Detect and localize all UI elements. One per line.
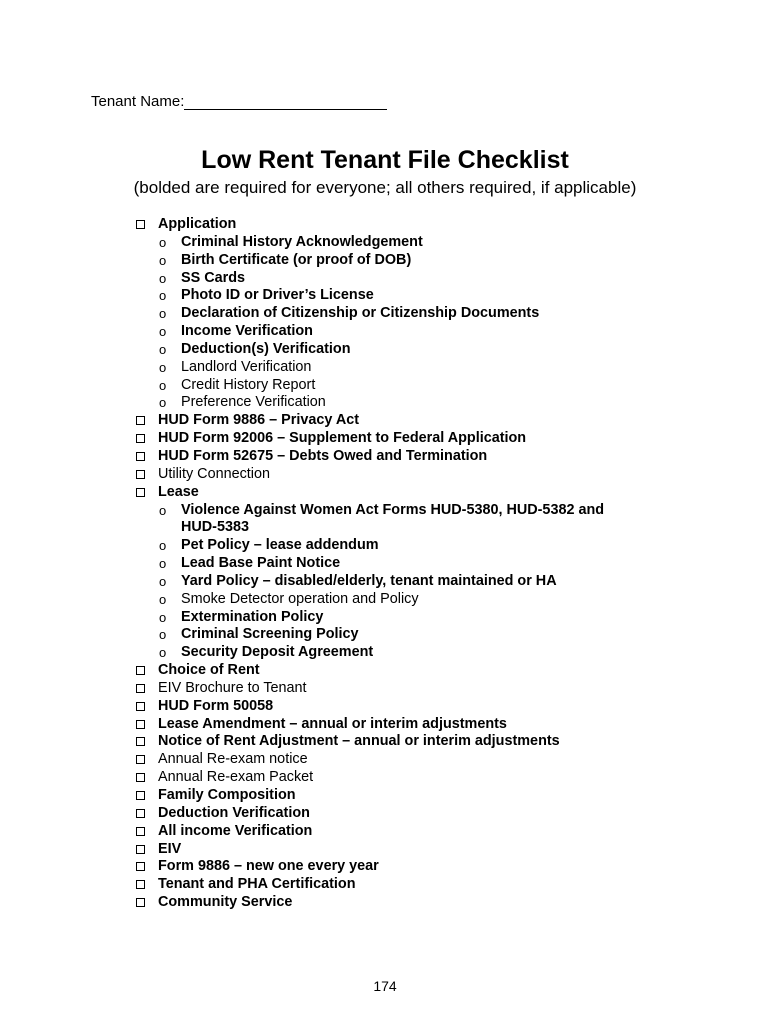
checklist-item [0,823,770,841]
checklist-item-label: Family Composition [158,787,296,803]
checklist-item-label: Utility Connection [158,465,270,482]
checklist-subitem [0,626,770,644]
checklist-subitem [0,287,770,305]
checklist-item [0,733,770,751]
checklist-subitem [0,502,770,520]
checklist-item-label: Lease [158,483,199,500]
checkbox-icon [136,845,145,854]
bullet-icon: o [159,324,167,340]
checklist-item [0,466,770,484]
checkbox-icon [136,898,145,907]
checklist-item [0,876,770,894]
checklist-item [0,858,770,876]
checklist-item-label: Credit History Report [181,376,316,393]
checklist-item-label: Tenant and PHA Certification [158,876,356,893]
bullet-icon: o [159,502,167,518]
bullet-icon: o [159,556,167,572]
checklist-item [0,484,770,502]
checklist-item [0,216,770,234]
bullet-icon: o [159,234,167,250]
checklist-item [0,680,770,698]
checklist-item-label: EIV Brochure to Tenant [158,679,307,696]
checklist-item-label: SS Cards [181,269,245,286]
bullet-icon: o [159,359,167,375]
checklist-subitem [0,359,770,377]
checklist-item-label: HUD Form 9886 – Privacy Act [158,412,360,429]
bullet-icon: o [159,306,167,322]
checklist-item [0,698,770,716]
checklist-item-label: Criminal Screening Policy [181,626,359,643]
checkbox-icon [136,416,145,425]
checklist-item-label: Declaration of Citizenship or Citizenship Documents [181,305,540,322]
checkbox-icon [136,434,145,443]
checklist [0,216,770,912]
checklist-item-label: Violence Against Women Act Forms HUD-5380, HUD-5382 and [181,501,605,518]
checklist-item [0,894,770,912]
page-subtitle: (bolded are required for everyone; all others required, if applicable) [133,178,637,197]
checklist-item-label: Choice of Rent [158,662,260,679]
checklist-subitem [0,591,770,609]
bullet-icon: o [159,341,167,357]
checkbox-icon [136,737,145,746]
page-number: 174 [373,978,397,994]
tenant-name-field [91,93,387,110]
checklist-subitem [0,394,770,412]
bullet-icon: o [159,645,167,661]
checklist-subitem [0,609,770,627]
bullet-icon: o [159,377,167,393]
checklist-subitem [0,377,770,395]
checklist-item-label: Yard Policy – disabled/elderly, tenant maintained or HA [181,572,557,589]
page-title: Low Rent Tenant File Checklist [201,146,569,174]
checklist-subitem [0,573,770,591]
checkbox-icon [136,702,145,711]
checklist-item-label: HUD-5383 [181,519,249,536]
checkbox-icon [136,755,145,764]
checklist-item [0,769,770,787]
checklist-item-label: Notice of Rent Adjustment – annual or interim adjustments [158,733,560,750]
checklist-item [0,448,770,466]
checkbox-icon [136,488,145,497]
checklist-subitem [0,519,770,537]
checkbox-icon [136,809,145,818]
checklist-subitem [0,341,770,359]
bullet-icon: o [159,288,167,304]
checklist-item [0,716,770,734]
checklist-item-label: Annual Re-exam notice [158,751,308,768]
checklist-subitem [0,323,770,341]
bullet-icon: o [159,573,167,589]
checklist-item [0,412,770,430]
checklist-item-label: HUD Form 52675 – Debts Owed and Termination [158,447,488,464]
checkbox-icon [136,684,145,693]
checkbox-icon [136,862,145,871]
checkbox-icon [136,773,145,782]
bullet-icon: o [159,270,167,286]
checklist-item-label: Smoke Detector operation and Policy [181,590,419,607]
checklist-item [0,662,770,680]
checklist-item-label: Preference Verification [181,394,326,411]
bullet-icon: o [159,538,167,554]
bullet-icon: o [159,252,167,268]
bullet-icon: o [159,627,167,643]
checkbox-icon [136,827,145,836]
bullet-icon: o [159,395,167,411]
checklist-item-label: HUD Form 50058 [158,697,274,714]
checklist-item-label: Lead Base Paint Notice [181,555,341,572]
checklist-item-label: Lease Amendment – annual or interim adjustments [158,715,507,732]
checklist-item-label: Pet Policy – lease addendum [181,537,379,554]
checkbox-icon [136,470,145,479]
checklist-item-label: Photo ID or Driver’s License [181,287,374,304]
checklist-item-label: Form 9886 – new one every year [158,858,379,875]
checklist-item-label: Income Verification [181,323,313,340]
checklist-item [0,751,770,769]
checkbox-icon [136,880,145,889]
bullet-icon: o [159,591,167,607]
checklist-item-label: All income Verification [158,822,313,839]
checklist-subitem [0,644,770,662]
checkbox-icon [136,452,145,461]
checklist-subitem [0,537,770,555]
checklist-subitem [0,252,770,270]
tenant-name-blank-line [184,94,387,110]
checklist-item-label: Criminal History Acknowledgement [181,233,423,250]
checklist-item-label: Security Deposit Agreement [181,644,374,661]
checklist-subitem [0,270,770,288]
checklist-item-label: Landlord Verification [181,358,312,375]
checklist-item-label: EIV [158,840,182,857]
checklist-item-label: Deduction(s) Verification [181,340,351,357]
checkbox-icon [136,720,145,729]
checklist-item [0,430,770,448]
checklist-subitem [0,234,770,252]
checkbox-icon [136,666,145,675]
checklist-item-label: Application [158,216,237,232]
checkbox-icon [136,220,145,229]
checklist-subitem [0,305,770,323]
checkbox-icon [136,791,145,800]
tenant-name-label: Tenant Name: [91,93,185,110]
checklist-item-label: Community Service [158,894,293,911]
checklist-item-label: Birth Certificate (or proof of DOB) [181,251,412,268]
checklist-item-label: HUD Form 92006 – Supplement to Federal Application [158,430,527,447]
bullet-icon: o [159,609,167,625]
checklist-item [0,805,770,823]
checklist-item-label: Deduction Verification [158,804,310,821]
checklist-item [0,841,770,859]
checklist-item-label: Extermination Policy [181,608,324,625]
checklist-item-label: Annual Re-exam Packet [158,769,314,786]
checklist-subitem [0,555,770,573]
checklist-item [0,787,770,805]
